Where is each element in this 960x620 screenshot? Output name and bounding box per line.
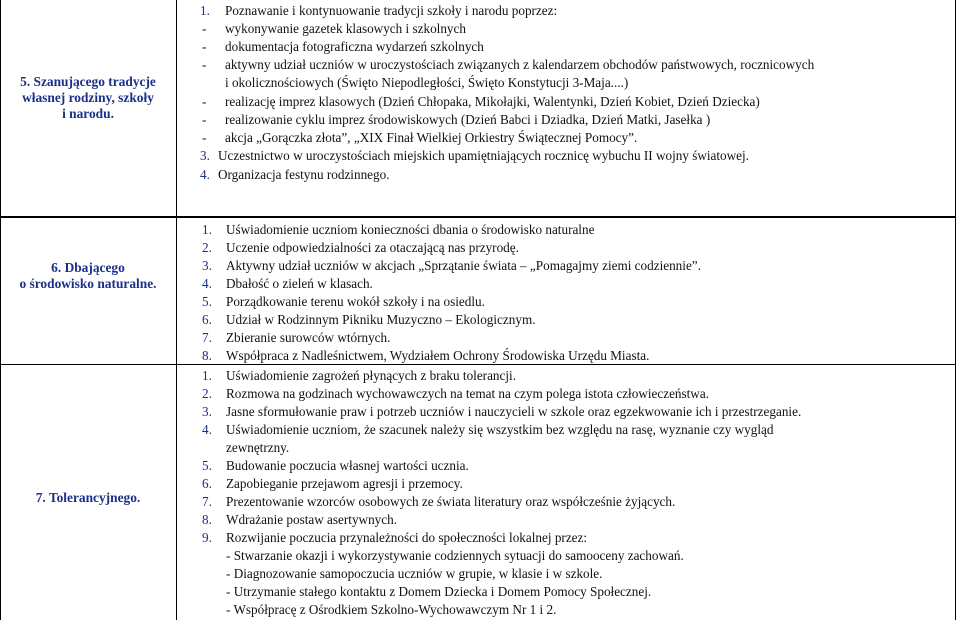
row-divider-5-6 xyxy=(0,216,956,218)
category-line: o środowisko naturalne. xyxy=(19,276,157,291)
category-line: 6. Dbającego xyxy=(51,260,125,275)
category-line: i narodu. xyxy=(62,106,114,121)
table-right-border xyxy=(955,0,956,620)
row-divider-6-7 xyxy=(0,364,956,365)
category-line: 7. Tolerancyjnego. xyxy=(35,490,141,505)
column-divider xyxy=(176,0,177,620)
category-line: 5. Szanującego tradycje xyxy=(20,74,156,89)
category-tradition xyxy=(2,74,174,122)
category-tolerance xyxy=(2,490,174,506)
category-environment xyxy=(2,260,174,292)
category-line: własnej rodziny, szkoły xyxy=(22,90,154,105)
table-left-border xyxy=(0,0,1,620)
